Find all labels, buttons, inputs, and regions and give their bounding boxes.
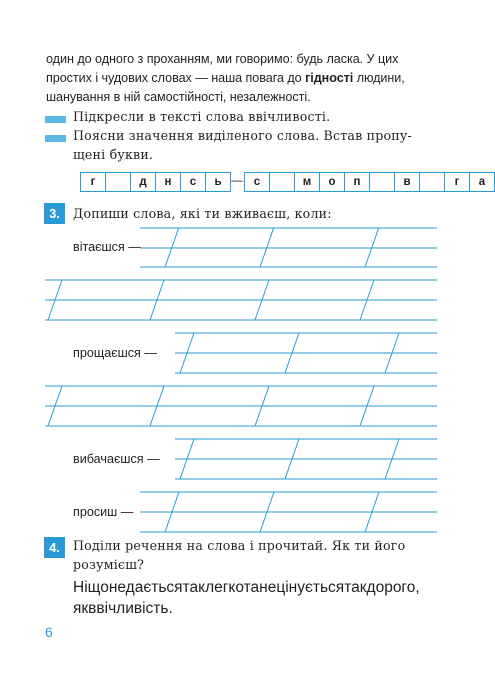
letter-cell: п — [344, 172, 370, 192]
letter-cell: г — [80, 172, 106, 192]
prompt-apologize: вибачаєшся — — [73, 452, 160, 466]
intro-text: людини, — [353, 71, 405, 85]
prompt-request: просиш — — [73, 505, 134, 519]
highlighted-word: гідності — [305, 71, 354, 85]
letter-cell: с — [244, 172, 270, 192]
task-explain-line1: Поясни значення виділеного слова. Встав пропу- — [73, 128, 412, 143]
task-underline: Підкресли в тексті слова ввічливості. — [73, 109, 331, 124]
task-4-text-line2: розумієш? — [73, 557, 145, 572]
letter-cell: о — [319, 172, 345, 192]
cell-dash: — — [231, 175, 243, 187]
letter-cell: а — [469, 172, 495, 192]
letter-cell: д — [130, 172, 156, 192]
letter-cell: ь — [205, 172, 231, 192]
letter-cell: н — [155, 172, 181, 192]
task-number-3: 3. — [44, 203, 65, 224]
intro-text: простих і чудових словах — наша повага до — [46, 71, 306, 85]
intro-line-1: один до одного з проханням, ми говоримо: будь ласка. У цих — [46, 52, 399, 66]
prompt-farewell: прощаєшся — — [73, 346, 157, 360]
letter-cell: в — [394, 172, 420, 192]
intro-line-3: шанування в ній самостійності, незалежності. — [46, 90, 311, 104]
letter-cell: с — [180, 172, 206, 192]
task-3-text: Допиши слова, які ти вживаєш, коли: — [73, 206, 332, 221]
prompt-greet: вітаєшся — — [73, 240, 141, 254]
letter-cell: м — [294, 172, 320, 192]
task-explain-line2: щені букви. — [73, 147, 154, 162]
puzzle-line-2: якввічливість. — [73, 600, 173, 617]
task-4-text-line1: Поділи речення на слова і прочитай. Як ти його — [73, 538, 406, 553]
letter-cell: г — [444, 172, 470, 192]
task-number-4: 4. — [44, 537, 65, 558]
page-number: 6 — [45, 624, 53, 640]
puzzle-line-1: Ніщонедаєтьсятаклегкотанецінуєтьсятакдорого, — [73, 579, 420, 596]
